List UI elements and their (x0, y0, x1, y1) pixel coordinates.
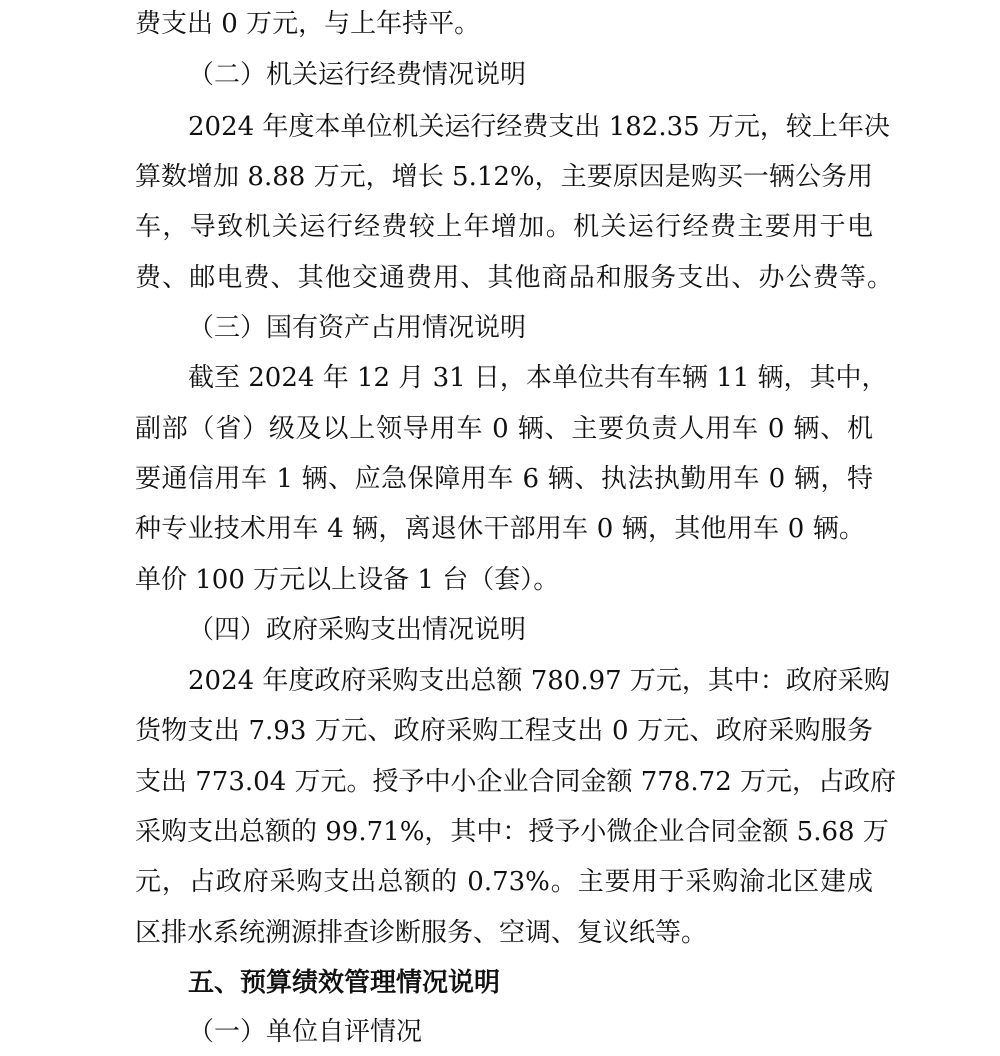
paragraph-line: 元，占政府采购支出总额的 0.73%。主要用于采购渝北区建成 (135, 867, 873, 897)
paragraph-line: 2024 年度政府采购支出总额 780.97 万元，其中：政府采购 (188, 666, 890, 696)
paragraph-line: 截至 2024 年 12 月 31 日，本单位共有车辆 11 辆，其中， (188, 363, 888, 393)
paragraph-line: 种专业技术用车 4 辆，离退休干部用车 0 辆，其他用车 0 辆。 (135, 514, 865, 544)
paragraph-line: 单价 100 万元以上设备 1 台（套）。 (135, 565, 560, 595)
subsection-heading: （一）单位自评情况 (188, 1017, 423, 1047)
paragraph-line: 2024 年度本单位机关运行经费支出 182.35 万元，较上年决 (188, 112, 890, 142)
paragraph-line: 采购支出总额的 99.71%，其中：授予小微企业合同金额 5.68 万 (135, 817, 889, 847)
subsection-heading: （二）机关运行经费情况说明 (188, 60, 527, 90)
paragraph-line: 区排水系统溯源排查诊断服务、空调、复议纸等。 (135, 918, 708, 948)
paragraph-line: 支出 773.04 万元。授予中小企业合同金额 778.72 万元，占政府 (135, 767, 897, 797)
paragraph-line: 费、邮电费、其他交通费用、其他商品和服务支出、办公费等。 (135, 263, 893, 293)
paragraph-line: 副部（省）级及以上领导用车 0 辆、主要负责人用车 0 辆、机 (135, 414, 873, 444)
paragraph-line: 费支出 0 万元，与上年持平。 (135, 9, 481, 39)
paragraph-line: 要通信用车 1 辆、应急保障用车 6 辆、执法执勤用车 0 辆，特 (135, 464, 873, 494)
subsection-heading: （四）政府采购支出情况说明 (188, 615, 527, 645)
paragraph-line: 货物支出 7.93 万元、政府采购工程支出 0 万元、政府采购服务 (135, 716, 873, 746)
paragraph-line: 算数增加 8.88 万元，增长 5.12%，主要原因是购买一辆公务用 (135, 162, 873, 192)
paragraph-line: 车，导致机关运行经费较上年增加。机关运行经费主要用于电 (135, 212, 873, 242)
section-heading: 五、预算绩效管理情况说明 (188, 968, 501, 998)
subsection-heading: （三）国有资产占用情况说明 (188, 313, 527, 343)
